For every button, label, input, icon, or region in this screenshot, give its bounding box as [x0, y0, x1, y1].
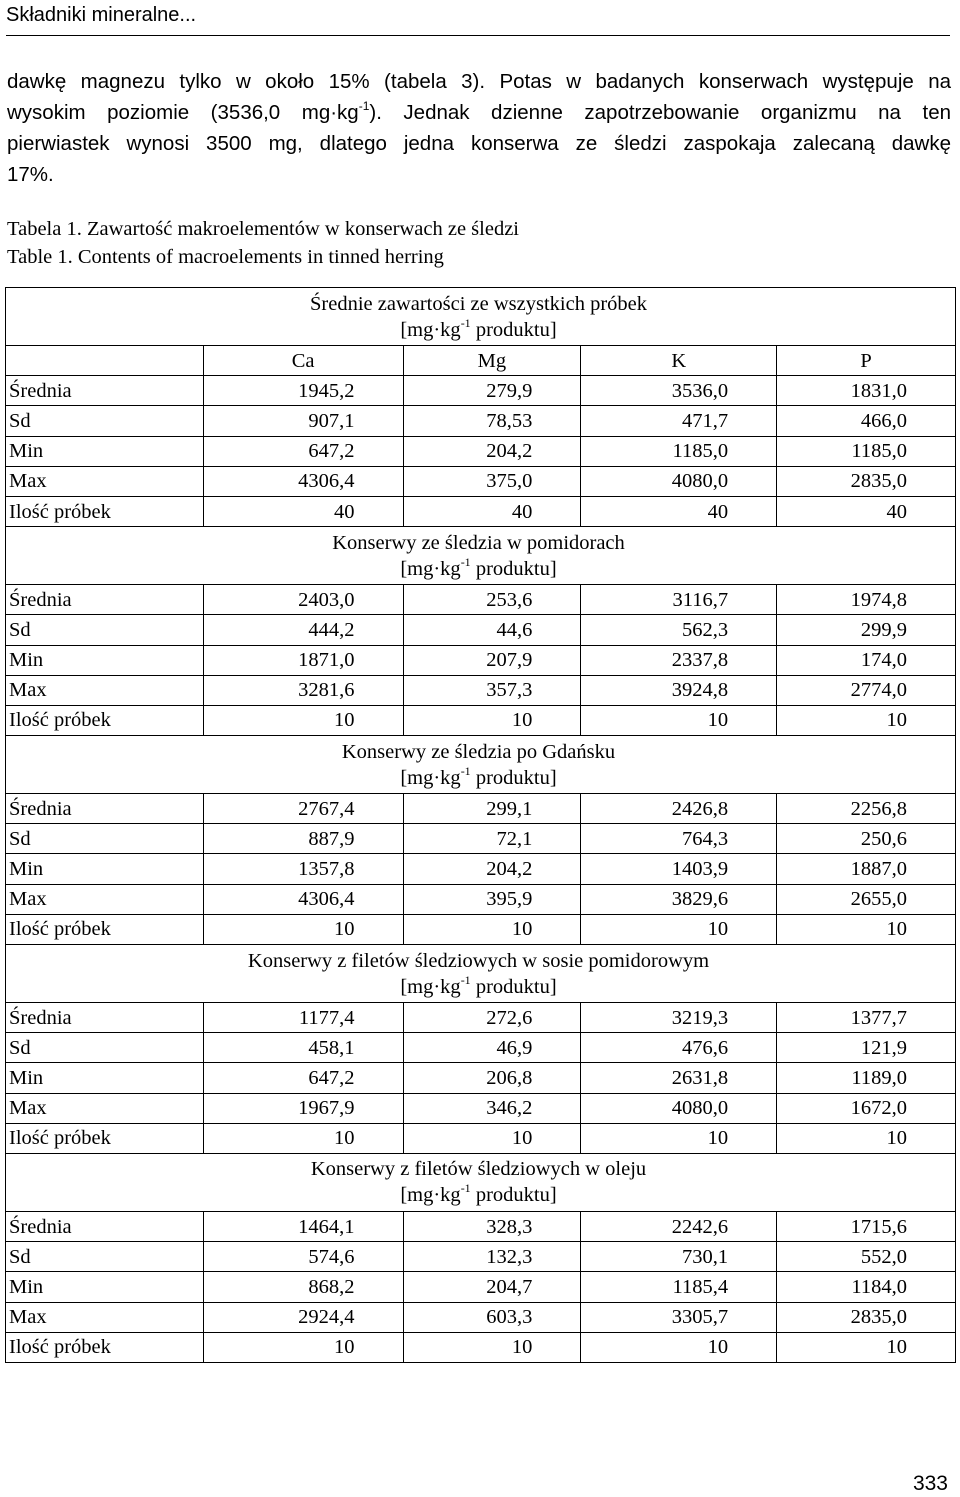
section-unit: [2, 317, 955, 343]
unit-text: [mg·kg: [400, 975, 461, 998]
value-cell: 357,3: [403, 675, 581, 705]
value-cell: 1377,7: [777, 1003, 956, 1033]
table-row: [6, 705, 956, 735]
value-cell: 121,9: [777, 1033, 956, 1063]
value-cell: 562,3: [581, 615, 777, 645]
value-cell: 395,9: [403, 884, 581, 914]
value-cell: 476,6: [581, 1033, 777, 1063]
section-title: Konserwy z filetów śledziowych w oleju: [310, 1158, 647, 1181]
value-cell: 4080,0: [581, 1093, 777, 1123]
value-cell: 44,6: [403, 615, 581, 645]
row-label: Sd: [6, 615, 204, 645]
value-cell: 1185,0: [777, 436, 956, 466]
section-unit: [2, 765, 955, 791]
value-cell: 40: [403, 496, 581, 526]
section-header-row: [6, 1153, 956, 1211]
row-label: Sd: [6, 1033, 204, 1063]
value-cell: 603,3: [403, 1302, 581, 1332]
table-row: [6, 1302, 956, 1332]
row-label: Sd: [6, 824, 204, 854]
table-row: [6, 884, 956, 914]
section-unit: [2, 974, 955, 1000]
value-cell: 10: [203, 1123, 403, 1153]
value-cell: 10: [581, 1123, 777, 1153]
value-cell: 10: [777, 705, 956, 735]
column-header-row: [6, 346, 956, 376]
value-cell: 3116,7: [581, 585, 777, 615]
row-label: Średnia: [6, 376, 204, 406]
value-cell: 2631,8: [581, 1063, 777, 1093]
value-cell: 2426,8: [581, 794, 777, 824]
paragraph-line: dawkę magnezu tylko w około 15% (tabela 3). Potas w badanych konserwach występuje na: [7, 70, 951, 93]
row-label: Min: [6, 436, 204, 466]
value-cell: 1184,0: [777, 1272, 956, 1302]
value-cell: 10: [403, 914, 581, 944]
value-cell: 328,3: [403, 1211, 581, 1241]
table-row: [6, 585, 956, 615]
table-caption-pl: Tabela 1. Zawartość makroelementów w konserwach ze śledzi: [7, 218, 519, 240]
row-label: Średnia: [6, 585, 204, 615]
row-label: Max: [6, 466, 204, 496]
table-row: [6, 675, 956, 705]
table-row: [6, 466, 956, 496]
value-cell: 40: [581, 496, 777, 526]
column-header: Mg: [403, 346, 581, 376]
value-cell: 764,3: [581, 824, 777, 854]
section-title: Konserwy ze śledzia w pomidorach: [332, 531, 625, 554]
value-cell: 40: [203, 496, 403, 526]
running-header: Składniki mineralne...: [6, 4, 197, 26]
row-label: Max: [6, 884, 204, 914]
value-cell: 206,8: [403, 1063, 581, 1093]
unit-text: produktu]: [470, 975, 557, 998]
row-label: Min: [6, 1272, 204, 1302]
superscript: -1: [358, 99, 370, 113]
table-row: [6, 615, 956, 645]
value-cell: 2835,0: [777, 1302, 956, 1332]
paragraph-line: pierwiastek wynosi 3500 mg, dlatego jedna konserwa ze śledzi zaspokaja zalecaną dawkę: [7, 132, 951, 155]
table-row: [6, 794, 956, 824]
paragraph-line: 17%.: [7, 163, 54, 186]
value-cell: 10: [777, 914, 956, 944]
table-row: [6, 1093, 956, 1123]
section-title-cell: [6, 945, 956, 1003]
section-title-cell: [6, 1153, 956, 1211]
row-label: Ilość próbek: [6, 496, 204, 526]
section-title-cell: [6, 288, 956, 346]
value-cell: 10: [581, 705, 777, 735]
value-cell: 2655,0: [777, 884, 956, 914]
value-cell: 471,7: [581, 406, 777, 436]
value-cell: 2767,4: [203, 794, 403, 824]
value-cell: 78,53: [403, 406, 581, 436]
value-cell: 299,9: [777, 615, 956, 645]
value-cell: 2774,0: [777, 675, 956, 705]
unit-text: [mg·kg: [400, 557, 461, 580]
value-cell: 2924,4: [203, 1302, 403, 1332]
row-label: Min: [6, 645, 204, 675]
value-cell: 907,1: [203, 406, 403, 436]
value-cell: 1357,8: [203, 854, 403, 884]
row-label: Min: [6, 854, 204, 884]
unit-text: [mg·kg: [400, 318, 461, 341]
value-cell: 458,1: [203, 1033, 403, 1063]
row-label: Ilość próbek: [6, 1123, 204, 1153]
section-title: Konserwy z filetów śledziowych w sosie pomidorowym: [247, 949, 710, 972]
row-label: Ilość próbek: [6, 705, 204, 735]
value-cell: 346,2: [403, 1093, 581, 1123]
unit-text: produktu]: [470, 766, 557, 789]
value-cell: 1185,0: [581, 436, 777, 466]
paragraph-line: [7, 97, 951, 128]
value-cell: 272,6: [403, 1003, 581, 1033]
value-cell: 10: [203, 705, 403, 735]
value-cell: 10: [403, 1123, 581, 1153]
value-cell: 1403,9: [581, 854, 777, 884]
row-label: Ilość próbek: [6, 1332, 204, 1362]
value-cell: 3219,3: [581, 1003, 777, 1033]
value-cell: 2256,8: [777, 794, 956, 824]
table-row: [6, 1063, 956, 1093]
section-header-row: [6, 945, 956, 1003]
row-label: Średnia: [6, 794, 204, 824]
value-cell: 10: [203, 1332, 403, 1362]
value-cell: 3305,7: [581, 1302, 777, 1332]
value-cell: 250,6: [777, 824, 956, 854]
unit-superscript: -1: [460, 1181, 471, 1196]
value-cell: 444,2: [203, 615, 403, 645]
value-cell: 647,2: [203, 436, 403, 466]
table-row: [6, 1332, 956, 1362]
column-header: P: [777, 346, 956, 376]
section-unit: [2, 1182, 955, 1208]
table-row: [6, 1033, 956, 1063]
table-row: [6, 914, 956, 944]
table-row: [6, 1003, 956, 1033]
unit-superscript: -1: [460, 554, 471, 569]
value-cell: 1974,8: [777, 585, 956, 615]
value-cell: 375,0: [403, 466, 581, 496]
value-cell: 466,0: [777, 406, 956, 436]
value-cell: 4080,0: [581, 466, 777, 496]
value-cell: 4306,4: [203, 884, 403, 914]
macroelements-table: [5, 287, 956, 1363]
value-cell: 574,6: [203, 1242, 403, 1272]
unit-superscript: -1: [460, 315, 471, 330]
value-cell: 10: [777, 1123, 956, 1153]
table-row: [6, 824, 956, 854]
section-title-cell: [6, 527, 956, 585]
paragraph-text: wysokim poziomie (3536,0 mg·kg: [7, 101, 359, 124]
page-number: 333: [912, 1472, 948, 1495]
row-label: Max: [6, 675, 204, 705]
value-cell: 2403,0: [203, 585, 403, 615]
table-row: [6, 1123, 956, 1153]
value-cell: 174,0: [777, 645, 956, 675]
table-row: [6, 406, 956, 436]
value-cell: 1185,4: [581, 1272, 777, 1302]
value-cell: 10: [203, 914, 403, 944]
value-cell: 207,9: [403, 645, 581, 675]
value-cell: 10: [581, 914, 777, 944]
value-cell: 1715,6: [777, 1211, 956, 1241]
section-title: Konserwy ze śledzia po Gdańsku: [341, 740, 616, 763]
row-label: Sd: [6, 406, 204, 436]
unit-superscript: -1: [460, 972, 471, 987]
value-cell: 46,9: [403, 1033, 581, 1063]
row-label: Średnia: [6, 1003, 204, 1033]
value-cell: 1672,0: [777, 1093, 956, 1123]
value-cell: 647,2: [203, 1063, 403, 1093]
value-cell: 40: [777, 496, 956, 526]
unit-text: produktu]: [470, 1184, 557, 1207]
unit-text: produktu]: [470, 318, 557, 341]
value-cell: 1464,1: [203, 1211, 403, 1241]
value-cell: 10: [403, 705, 581, 735]
row-label: Średnia: [6, 1211, 204, 1241]
value-cell: 887,9: [203, 824, 403, 854]
paragraph-text: ). Jednak dzienne zapotrzebowanie organizmu na ten: [369, 101, 951, 124]
value-cell: 72,1: [403, 824, 581, 854]
value-cell: 552,0: [777, 1242, 956, 1272]
value-cell: 299,1: [403, 794, 581, 824]
value-cell: 3829,6: [581, 884, 777, 914]
table-row: [6, 854, 956, 884]
value-cell: 3924,8: [581, 675, 777, 705]
value-cell: 204,2: [403, 854, 581, 884]
value-cell: 1967,9: [203, 1093, 403, 1123]
row-label: Sd: [6, 1242, 204, 1272]
row-label: Ilość próbek: [6, 914, 204, 944]
section-title: Średnie zawartości ze wszystkich próbek: [310, 292, 647, 315]
value-cell: 132,3: [403, 1242, 581, 1272]
value-cell: 730,1: [581, 1242, 777, 1272]
value-cell: 2337,8: [581, 645, 777, 675]
value-cell: 10: [581, 1332, 777, 1362]
section-header-row: [6, 736, 956, 794]
value-cell: 204,7: [403, 1272, 581, 1302]
table-row: [6, 436, 956, 466]
section-unit: [2, 556, 955, 582]
table-row: [6, 1242, 956, 1272]
section-header-row: [6, 288, 956, 346]
unit-text: [mg·kg: [400, 766, 461, 789]
value-cell: 1177,4: [203, 1003, 403, 1033]
value-cell: 2242,6: [581, 1211, 777, 1241]
body-paragraph: [7, 66, 951, 190]
value-cell: 3536,0: [581, 376, 777, 406]
table-row: [6, 376, 956, 406]
value-cell: 1871,0: [203, 645, 403, 675]
unit-text: produktu]: [470, 557, 557, 580]
row-label: Max: [6, 1093, 204, 1123]
value-cell: 1945,2: [203, 376, 403, 406]
table-caption-en: Table 1. Contents of macroelements in tinned herring: [7, 246, 444, 268]
value-cell: 2835,0: [777, 466, 956, 496]
value-cell: 204,2: [403, 436, 581, 466]
table-row: [6, 645, 956, 675]
column-header: Ca: [203, 346, 403, 376]
value-cell: 1831,0: [777, 376, 956, 406]
column-header: K: [581, 346, 777, 376]
table-row: [6, 1211, 956, 1241]
row-label: Max: [6, 1302, 204, 1332]
value-cell: 1887,0: [777, 854, 956, 884]
table-row: [6, 1272, 956, 1302]
value-cell: 868,2: [203, 1272, 403, 1302]
value-cell: 1189,0: [777, 1063, 956, 1093]
value-cell: 10: [403, 1332, 581, 1362]
empty-header-cell: [6, 346, 204, 376]
value-cell: 4306,4: [203, 466, 403, 496]
value-cell: 10: [777, 1332, 956, 1362]
value-cell: 279,9: [403, 376, 581, 406]
header-divider: [6, 35, 950, 36]
section-title-cell: [6, 736, 956, 794]
unit-text: [mg·kg: [400, 1184, 461, 1207]
value-cell: 3281,6: [203, 675, 403, 705]
section-header-row: [6, 527, 956, 585]
value-cell: 253,6: [403, 585, 581, 615]
row-label: Min: [6, 1063, 204, 1093]
table-row: [6, 496, 956, 526]
unit-superscript: -1: [460, 763, 471, 778]
